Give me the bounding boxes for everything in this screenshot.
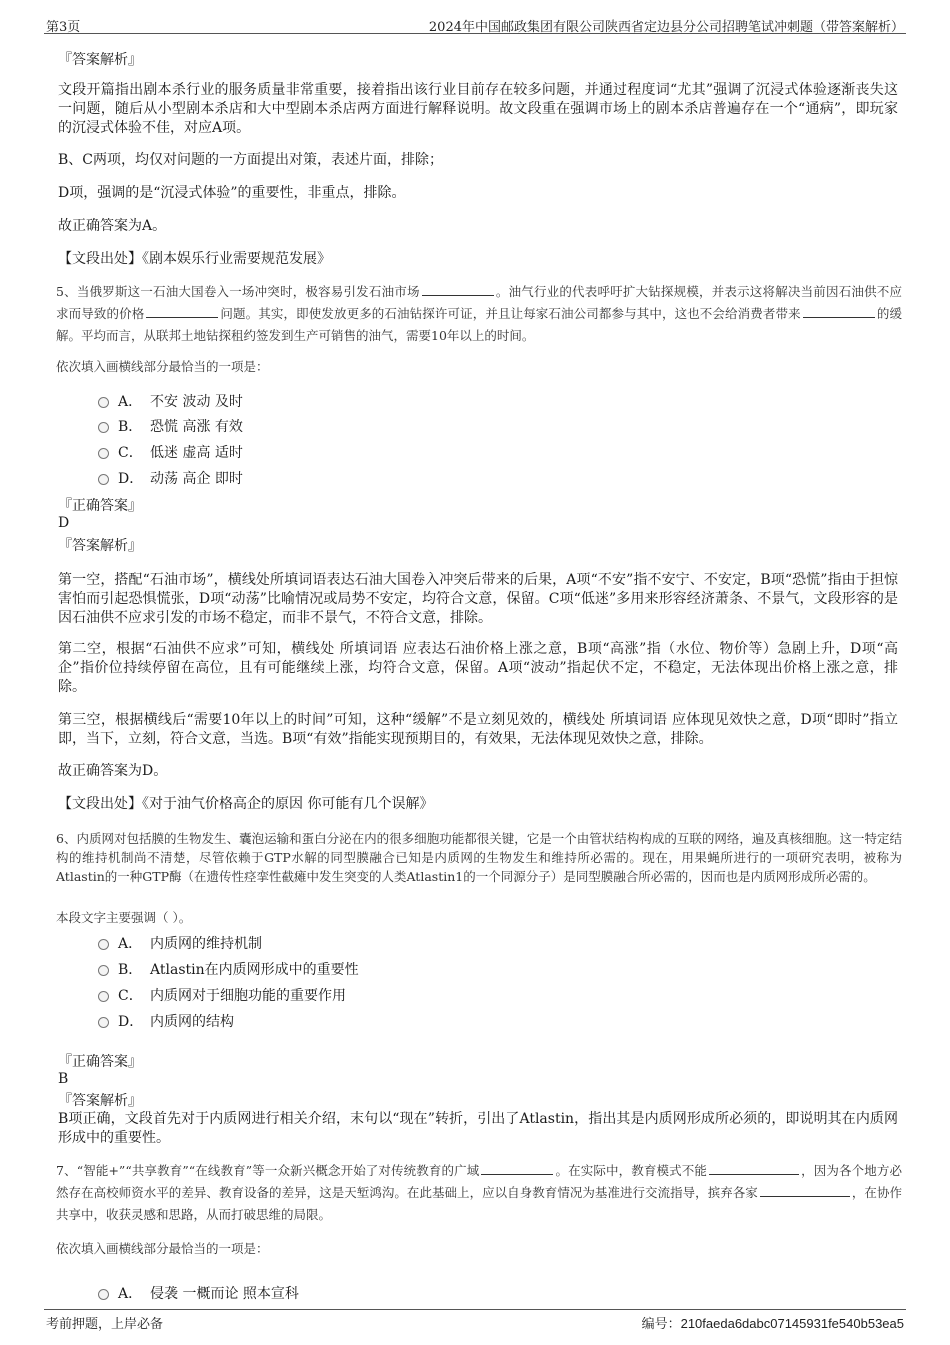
q5-analysis-p3: 第三空，根据横线后“需要10年以上的时间”可知，这种“缓解”不是立刻见效的，横线处 所填词语 应体现见效快之意，D项“即时”指立即，当下，立刻，符合文意，当选。B项“有效”指能实现预期目的，有效果，无法体现见效快之意，排除。: [58, 712, 898, 747]
q5-analysis-p2: 第二空，根据“石油供不应求”可知，横线处 所填词语 应表达石油价格上涨之意，B项“高涨”指（水位、物价等）急剧上升，D项“高企”指价位持续停留在高位，且有可能继续上涨，均符合文意，保留。A项“波动”指起伏不定，不稳定，无法体现出价格上涨之意，排除。: [58, 641, 898, 695]
fill-blank: [709, 1162, 799, 1175]
q4-analysis-p3: D项，强调的是“沉浸式体验”的重要性，非重点，排除。: [58, 185, 406, 201]
q5-question-text: 5、当俄罗斯这一石油大国卷入一场冲突时，极容易引发石油市场 。油气行业的代表呼吁扩大钻探规模，并表示这将解决当前因石油供不应求而导致的价格 问题。其实，即使发放更多的石油钻探许可证，并且让每家石油公司都参与其中，这也不会给消费者带来 的缓解。平均而言，从联邦土地钻探租约签发到生产可销售的油气，需要10年以上的时间。: [56, 284, 902, 343]
radio-icon[interactable]: [98, 965, 109, 976]
q6-correct-label: 『正确答案』: [58, 1054, 142, 1070]
document-title: 2024年中国邮政集团有限公司陕西省定边县分公司招聘笔试冲刺题（带答案解析）: [428, 20, 904, 35]
radio-icon[interactable]: [98, 448, 109, 459]
q6-option-a[interactable]: A． 内质网的维持机制: [98, 933, 262, 953]
q4-source: 【文段出处】《剧本娱乐行业需要规范发展》: [58, 251, 331, 267]
q5-option-c[interactable]: C． 低迷 虚高 适时: [98, 442, 243, 462]
q6-question-text: 6、内质网对包括膜的生物发生、囊泡运输和蛋白分泌在内的很多细胞功能都很关键，它是一个由管状结构构成的互联的网络，遍及真核细胞。这一特定结构的维持机制尚不清楚，尽管依赖于GTP水解的同型膜融合已知是内质网的生物发生和维持所必需的。现在，用果蝇所进行的一项研究表明，被称为Atlastin的一种GTP酶（在遗传性痉挛性截瘫中发生突变的人类Atlastin1的一个同源分子）是同型膜融合所必需的，因而也是内质网形成所必需的。: [56, 831, 902, 884]
q6-correct-answer: B: [58, 1071, 69, 1087]
q7-prompt: 依次填入画横线部分最恰当的一项是：: [56, 1241, 269, 1256]
q5-option-d[interactable]: D． 动荡 高企 即时: [98, 468, 243, 488]
q5-correct-label: 『正确答案』: [58, 498, 142, 514]
radio-icon[interactable]: [98, 422, 109, 433]
radio-icon[interactable]: [98, 1017, 109, 1028]
radio-icon[interactable]: [98, 474, 109, 485]
q7-question-text: 7、“智能+”“共享教育”“在线教育”等一众新兴概念开始了对传统教育的广域 。在实际中，教育模式不能 ，因为各个地方必然存在高校师资水平的差异、教育设备的差异，这是天堑鸿沟。在此基础上，应以自身教育情况为基准进行交流指导，摈弃各家 ，在协作共享中，收获灵感和思路，从而打破思维的局限。: [56, 1163, 902, 1222]
fill-blank: [422, 283, 494, 296]
document-code: 编号：210faeda6dabc07145931fe540b53ea5: [641, 1316, 904, 1332]
q5-analysis-p4: 故正确答案为D。: [58, 763, 168, 779]
q4-analysis-label: 『答案解析』: [58, 52, 142, 68]
radio-icon[interactable]: [98, 991, 109, 1002]
q4-analysis-p4: 故正确答案为A。: [58, 218, 167, 234]
q5-correct-answer: D: [58, 515, 70, 531]
q5-analysis-p1: 第一空，搭配“石油市场”，横线处所填词语表达石油大国卷入冲突后带来的后果，A项“不安”指不安宁、不安定，B项“恐慌”指由于担惊害怕而引起恐惧慌张，D项“动荡”比喻情况或局势不安定，均符合文意，保留。C项“低迷”多用来形容经济萧条、不景气，文段形容的是因石油供不应求引发的市场不稳定，而非不景气，不符合文意，排除。: [58, 572, 898, 626]
q5-analysis-label: 『答案解析』: [58, 538, 142, 554]
radio-icon[interactable]: [98, 397, 109, 408]
fill-blank: [803, 305, 875, 318]
q5-prompt: 依次填入画横线部分最恰当的一项是：: [56, 359, 269, 374]
q6-option-c[interactable]: C． 内质网对于细胞功能的重要作用: [98, 985, 346, 1005]
q6-analysis-p1: B项正确，文段首先对于内质网进行相关介绍，末句以“现在”转折，引出了Atlastin，指出其是内质网形成所必须的，即说明其在内质网形成中的重要性。: [58, 1111, 898, 1146]
fill-blank: [760, 1184, 850, 1197]
fill-blank: [481, 1162, 553, 1175]
q4-analysis-p1: 文段开篇指出剧本杀行业的服务质量非常重要，接着指出该行业目前存在较多问题，并通过程度词“尤其”强调了沉浸式体验逐渐丧失这一问题，随后从小型剧本杀店和大中型剧本杀店两方面进行解释说明。故文段重在强调市场上的剧本杀店普遍存在一个“通病”，即玩家的沉浸式体验不佳，对应A项。: [58, 82, 898, 136]
q6-prompt: 本段文字主要强调（ ）。: [56, 910, 192, 925]
radio-icon[interactable]: [98, 1289, 109, 1300]
q6-analysis-label: 『答案解析』: [58, 1093, 142, 1109]
footer-divider: [44, 1309, 906, 1310]
footer-slogan: 考前押题，上岸必备: [46, 1317, 164, 1332]
q7-option-a[interactable]: A． 侵袭 一概而论 照本宣科: [98, 1283, 299, 1303]
q5-option-b[interactable]: B． 恐慌 高涨 有效: [98, 416, 243, 436]
fill-blank: [146, 305, 218, 318]
radio-icon[interactable]: [98, 939, 109, 950]
q5-option-a[interactable]: A． 不安 波动 及时: [98, 391, 243, 411]
header-divider: [44, 33, 906, 34]
page-number: 第3页: [46, 20, 81, 35]
q6-option-b[interactable]: B． Atlastin在内质网形成中的重要性: [98, 959, 359, 979]
q4-analysis-p2: B、C两项，均仅对问题的一方面提出对策，表述片面，排除；: [58, 152, 443, 168]
q6-option-d[interactable]: D． 内质网的结构: [98, 1011, 234, 1031]
q5-source: 【文段出处】《对于油气价格高企的原因 你可能有几个误解》: [58, 796, 434, 812]
